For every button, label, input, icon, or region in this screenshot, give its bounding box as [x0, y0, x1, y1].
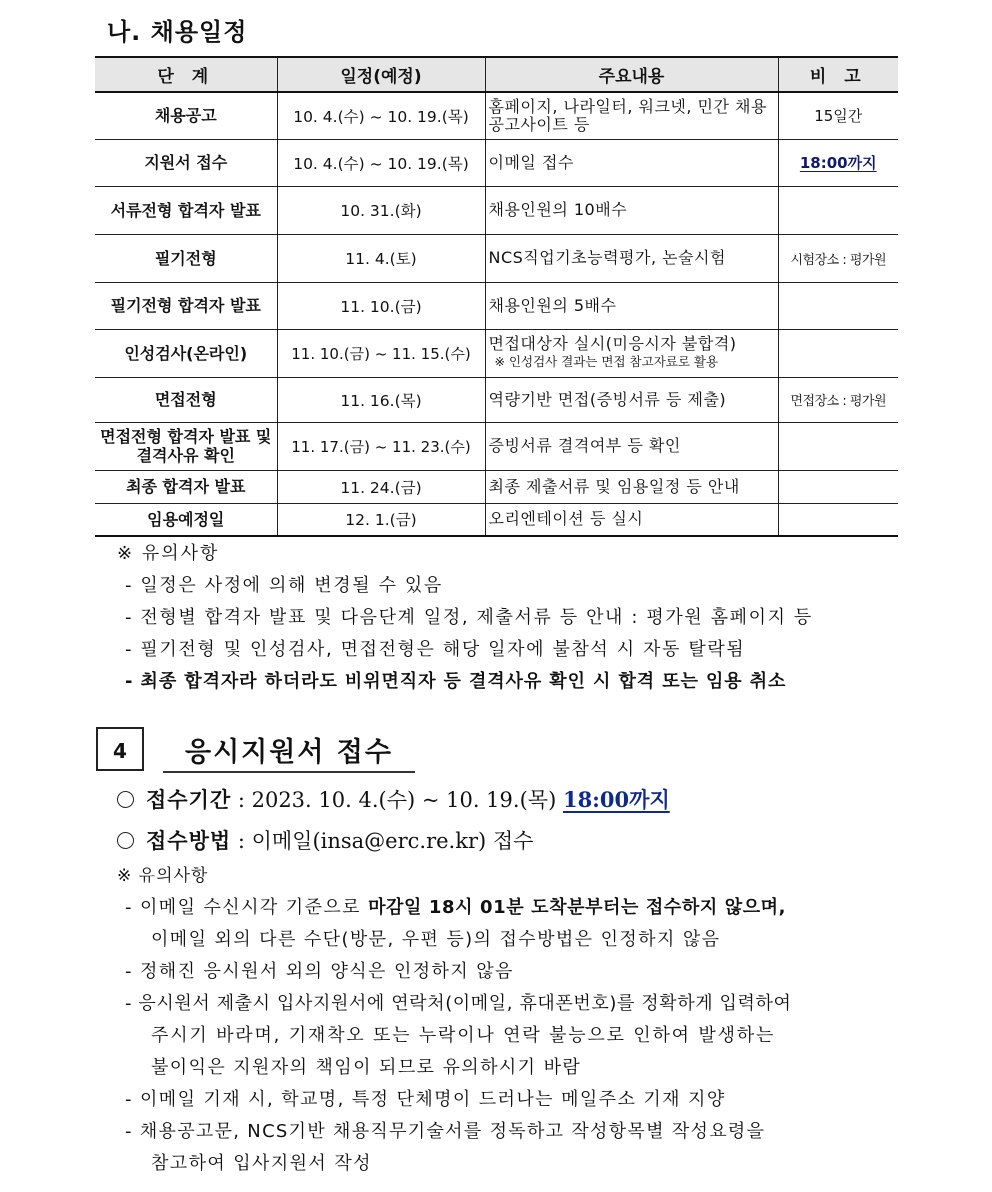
note-cell — [778, 422, 898, 470]
desc-cell: 홈페이지, 나라일터, 워크넷, 민간 채용공고사이트 등 — [485, 92, 778, 139]
date-cell: 11. 4.(토) — [277, 234, 485, 282]
note-cell — [778, 139, 898, 186]
note-item: - 정해진 응시원서 외의 양식은 인정하지 않음 — [125, 961, 514, 982]
date-cell: 10. 4.(수) ~ 10. 19.(목) — [277, 139, 485, 186]
stage-cell: 임용예정일 — [95, 503, 277, 536]
table-header-row — [95, 57, 898, 92]
table-row — [95, 422, 898, 470]
note-cell — [778, 377, 898, 422]
desc-cell: 증빙서류 결격여부 등 확인 — [485, 422, 778, 470]
stage-cell: 면접전형 합격자 발표 및 결격사유 확인 — [95, 422, 277, 470]
note-item-bold: - 최종 합격자라 하더라도 비위면직자 등 결격사유 확인 시 합격 또는 임용 취소 — [125, 671, 787, 692]
header-content: 주요내용 — [485, 57, 778, 92]
stage-cell: 면접전형 — [95, 377, 277, 422]
period-value: : 2023. 10. 4.(수) ~ 10. 19.(목) — [237, 788, 557, 812]
schedule-table — [95, 56, 898, 537]
note-item-cont: 참고하여 입사지원서 작성 — [151, 1153, 372, 1174]
note-item: - 응시원서 제출시 입사지원서에 연락처(이메일, 휴대폰번호)를 정확하게 입력하여 — [125, 993, 792, 1014]
desc-cell: 채용인원의 5배수 — [485, 282, 778, 329]
table-row — [95, 234, 898, 282]
header-stage: 단 계 — [95, 57, 277, 92]
table-row — [95, 470, 898, 503]
application-notes — [117, 860, 792, 1180]
notes-title: ※ 유의사항 — [117, 543, 220, 564]
table-row — [95, 329, 898, 377]
note1-part-a: - 이메일 수신시각 기준으로 — [125, 897, 369, 918]
circle-bullet-icon — [117, 832, 134, 849]
stage-cell: 인성검사(온라인) — [95, 329, 277, 377]
desc-cell: 이메일 접수 — [485, 139, 778, 186]
note-item-cont: 주시기 바라며, 기재착오 또는 누락이나 연락 불능으로 인하여 발생하는 — [151, 1025, 776, 1046]
stage-cell: 필기전형 — [95, 234, 277, 282]
date-cell: 10. 31.(화) — [277, 186, 485, 234]
note-cell: 15일간 — [778, 92, 898, 139]
section4-title: 응시지원서 접수 — [185, 737, 393, 768]
stage-cell: 지원서 접수 — [95, 139, 277, 186]
deadline-note: 18:00까지 — [799, 154, 877, 172]
exam-location-note: 시험장소 : 평가원 — [790, 252, 887, 268]
circle-bullet-icon — [117, 791, 134, 808]
desc-cell: 채용인원의 10배수 — [485, 186, 778, 234]
method-label: 접수방법 — [146, 829, 232, 853]
note-item-cont: 이메일 외의 다른 수단(방문, 우편 등)의 접수방법은 인정하지 않음 — [151, 929, 721, 950]
interview-location-note: 면접장소 : 평가원 — [790, 394, 887, 409]
note-item: - 필기전형 및 인성검사, 면접전형은 해당 일자에 불참석 시 자동 탈락됨 — [125, 639, 746, 660]
note-cell — [778, 470, 898, 503]
date-cell: 11. 10.(금) ~ 11. 15.(수) — [277, 329, 485, 377]
desc-cell: 최종 제출서류 및 임용일정 등 안내 — [485, 470, 778, 503]
note-item: - 일정은 사정에 의해 변경될 수 있음 — [125, 575, 443, 596]
note-cell — [778, 329, 898, 377]
notes-title: ※ 유의사항 — [117, 866, 209, 886]
date-cell: 11. 24.(금) — [277, 470, 485, 503]
stage-cell: 최종 합격자 발표 — [95, 470, 277, 503]
note1-part-b: 마감일 18시 01분 도착분부터는 접수하지 않으며, — [368, 897, 787, 918]
table-row — [95, 377, 898, 422]
period-deadline: 18:00까지 — [562, 787, 670, 812]
note-cell — [778, 503, 898, 536]
section-title: 나. 채용일정 — [107, 18, 248, 46]
note-item: - 전형별 합격자 발표 및 다음단계 일정, 제출서류 등 안내 : 평가원 홈페이지 등 — [125, 607, 813, 628]
desc-cell: NCS직업기초능력평가, 논술시험 — [485, 234, 778, 282]
date-cell: 12. 1.(금) — [277, 503, 485, 536]
note-item: - 이메일 기재 시, 학교명, 특정 단체명이 드러나는 메일주소 기재 지양 — [125, 1089, 726, 1110]
note-cell — [778, 186, 898, 234]
header-remark: 비 고 — [778, 57, 898, 92]
date-cell: 11. 16.(목) — [277, 377, 485, 422]
desc-cell: 오리엔테이션 등 실시 — [485, 503, 778, 536]
method-line — [117, 825, 533, 855]
stage-cell: 필기전형 합격자 발표 — [95, 282, 277, 329]
date-cell: 11. 10.(금) — [277, 282, 485, 329]
section4-underline — [163, 771, 415, 773]
method-value: : 이메일(insa@erc.re.kr) 접수 — [237, 829, 534, 853]
desc-subnote: ※ 인성검사 결과는 면접 참고자료로 활용 — [494, 354, 719, 369]
period-label: 접수기간 — [146, 788, 232, 812]
table-row — [95, 92, 898, 139]
date-cell: 10. 4.(수) ~ 10. 19.(목) — [277, 92, 485, 139]
desc-cell: 역량기반 면접(증빙서류 등 제출) — [485, 377, 778, 422]
period-line — [117, 784, 670, 814]
header-date: 일정(예정) — [277, 57, 485, 92]
stage-cell: 서류전형 합격자 발표 — [95, 186, 277, 234]
section-number-box: 4 — [96, 727, 144, 771]
table-row — [95, 139, 898, 186]
table-row — [95, 282, 898, 329]
desc-cell — [485, 329, 778, 377]
note-cell — [778, 234, 898, 282]
note-item-cont: 불이익은 지원자의 책임이 되므로 유의하시기 바람 — [151, 1057, 582, 1078]
note-item: - 채용공고문, NCS기반 채용직무기술서를 정독하고 작성항목별 작성요령을 — [125, 1121, 766, 1142]
note-item — [117, 892, 792, 924]
date-cell: 11. 17.(금) ~ 11. 23.(수) — [277, 422, 485, 470]
note-cell — [778, 282, 898, 329]
schedule-notes — [117, 538, 813, 698]
table-row — [95, 503, 898, 536]
table-row — [95, 186, 898, 234]
desc-main: 면접대상자 실시(미응시자 불합격) — [488, 334, 737, 353]
stage-cell: 채용공고 — [95, 92, 277, 139]
